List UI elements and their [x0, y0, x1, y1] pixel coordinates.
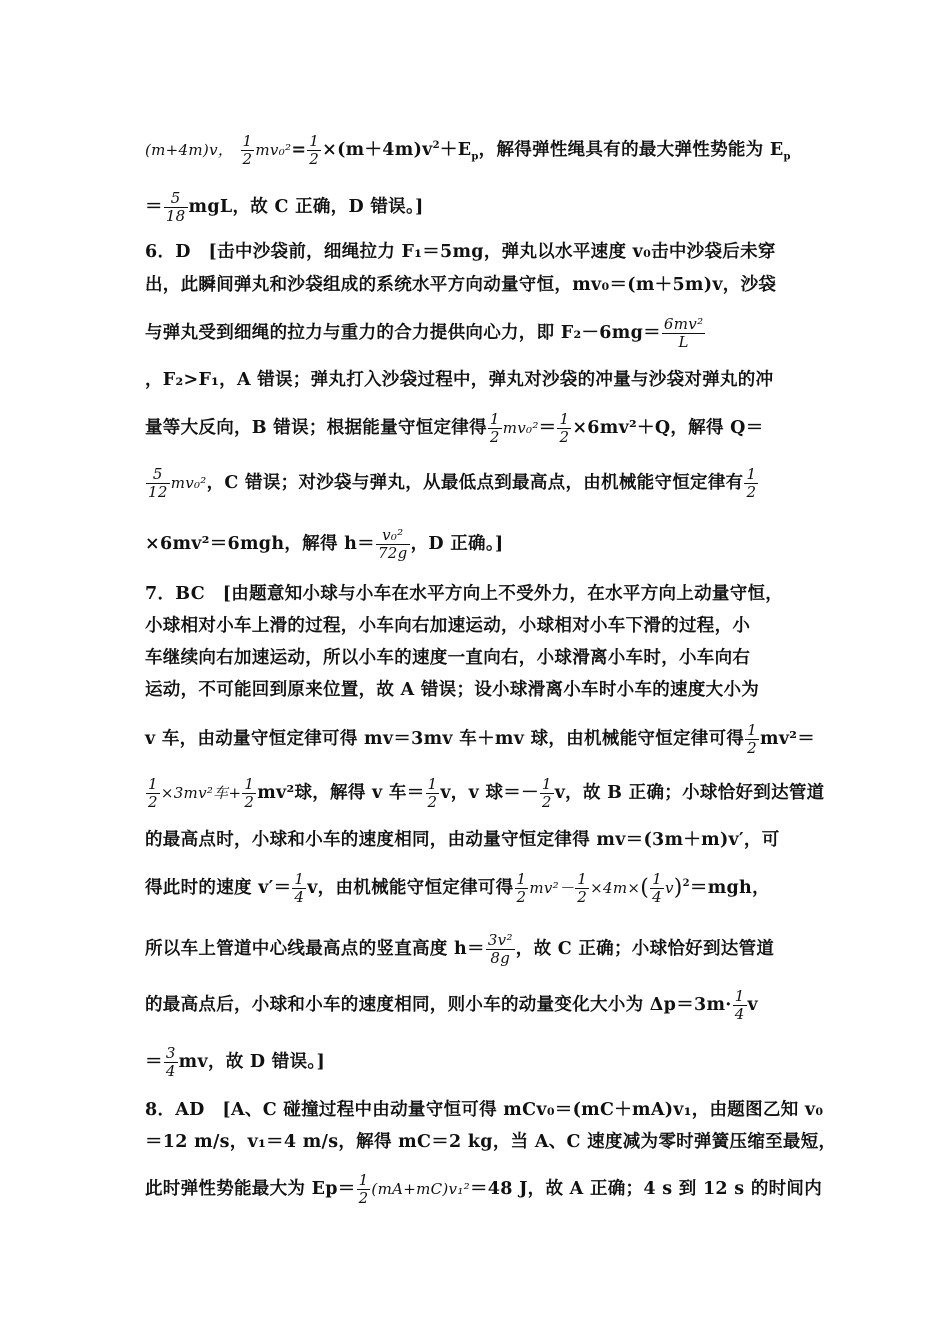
text-line: 8．AD [A、C 碰撞过程中由动量守恒可得 mCv₀＝(mC＋mA)v₁，由题图乙知 v₀: [145, 1100, 824, 1120]
fraction: $\frac{1}{4}$: [294, 870, 305, 906]
fraction: $\frac{1}{2}$: [746, 465, 757, 501]
text-line: ＝ $\frac{3}{4}$ mv，故 D 错误。]: [145, 1044, 326, 1080]
text-line: 的最高点后，小球和小车的速度相同，则小车的动量变化大小为 Δp＝3m· $\frac{1}{4}$ v: [145, 987, 759, 1023]
text-line: 此时弹性势能最大为 Ep＝ $\frac{1}{2}$ (mA+mC)v₁²＝48 J，故 A 正确；4 s 到 12 s 的时间内: [145, 1171, 823, 1207]
text-line: 所以车上管道中心线最高点的竖直高度 h＝ $\frac{\text{3v²}}{8g}$ ，故 C 正确；小球恰好到达管道: [145, 931, 775, 967]
fraction: $\frac{1}{2}$: [244, 775, 255, 811]
text-line: $\frac{1}{2}$ ×3mv²车+ $\frac{1}{2}$ mv²球，解得 v 车＝ $\frac{1}{2}$ v，v 球＝－ $\frac{1}{2}$ v，故 B 正确；小球恰好到达管道: [148, 775, 825, 811]
text-line: 运动，不可能回到原来位置，故 A 错误；设小球滑离小车时小车的速度大小为: [145, 680, 760, 700]
fraction: $\frac{5}{18}$: [165, 189, 186, 225]
fraction: $\frac{1}{4}$: [734, 987, 745, 1023]
fraction: $\frac{1}{2}$: [747, 721, 758, 757]
fraction: $\frac{1}{4}$: [652, 870, 662, 906]
text-line: $\frac{5}{12}$ mv₀²，C 错误；对沙袋与弹丸，从最低点到最高点，由机械能守恒定律有 $\frac{1}{2}$: [148, 465, 757, 501]
fraction: $\frac{5}{12}$: [148, 465, 168, 501]
fraction: $\frac{1}{2}$: [358, 1171, 369, 1207]
text-line: 得此时的速度 v′＝ $\frac{1}{4}$ v，由机械能守恒定律可得 $\frac{1}{2}$ mv²－ $\frac{1}{2}$ ×4m×( $\frac{1}{4}$ v)$^2$＝mgh，: [145, 870, 770, 906]
fraction: $\frac{1}{2}$: [309, 132, 320, 168]
text-line: 小球相对小车上滑的过程，小车向右加速运动，小球相对小车下滑的过程，小: [145, 616, 751, 636]
text-line: 量等大反向，B 错误；根据能量守恒定律得 $\frac{1}{2}$ mv₀²＝ $\frac{1}{2}$ ×6mv²＋Q，解得 Q＝: [145, 410, 764, 446]
text-line: 的最高点时，小球和小车的速度相同，由动量守恒定律得 mv＝(3m＋m)v′，可: [145, 830, 780, 850]
text-line: ＝12 m/s，v₁＝4 m/s，解得 mC＝2 kg，当 A、C 速度减为零时弹簧压缩至最短，: [145, 1132, 837, 1152]
fraction: $\frac{\text{6mv²}}{L}$: [663, 315, 704, 351]
text-line: ，F₂>F₁，A 错误；弹丸打入沙袋过程中，弹丸对沙袋的冲量与沙袋对弹丸的冲: [145, 370, 774, 390]
paren: (: [640, 875, 650, 901]
fraction: $\frac{\text{v₀²}}{72g}$: [377, 526, 408, 562]
text-line: 出，此瞬间弹丸和沙袋组成的系统水平方向动量守恒，mv₀＝(m＋5m)v，沙袋: [145, 275, 777, 295]
formula: mv₀²: [255, 141, 292, 159]
formula: (m+4m)v，: [145, 141, 234, 159]
fraction: $\frac{1}{2}$: [577, 870, 588, 906]
fraction: $\frac{1}{2}$: [559, 410, 570, 446]
text-line: 7．BC [由题意知小球与小车在水平方向上不受外力，在水平方向上动量守恒，: [145, 584, 784, 604]
fraction: $\frac{1}{2}$: [516, 870, 527, 906]
fraction: $\frac{1}{2}$: [242, 132, 253, 168]
fraction: $\frac{1}{2}$: [489, 410, 500, 446]
fraction: $\frac{1}{2}$: [541, 775, 552, 811]
fraction: $\frac{3}{4}$: [165, 1044, 176, 1080]
text-line: ×6mv²＝6mgh，解得 h＝ $\frac{\text{v₀²}}{72g}$ ，D 正确。]: [145, 526, 504, 562]
text-line: (m+4m)v， $\frac{1}{2}$ mv₀²= $\frac{1}{2}$ $\times(m+4m)v^2+E_p$，解得弹性绳具有的最大弹性势能为 $E_p$: [145, 132, 791, 168]
text-line: ＝ $\frac{5}{18}$ mgL，故 C 正确，D 错误。]: [145, 189, 424, 225]
text-line: 车继续向右加速运动，所以小车的速度一直向右，小球滑离小车时，小车向右: [145, 648, 751, 668]
fraction: $\frac{1}{2}$: [427, 775, 438, 811]
text-line: 与弹丸受到细绳的拉力与重力的合力提供向心力，即 F₂－6mg＝ $\frac{\text{6mv²}}{L}$: [145, 315, 704, 351]
formula: mv₀²: [502, 419, 539, 437]
formula: mv₀²: [170, 474, 207, 492]
fraction: $\frac{1}{2}$: [148, 775, 158, 811]
fraction: $\frac{\text{3v²}}{8g}$: [487, 931, 513, 967]
text-line: v 车，由动量守恒定律可得 mv＝3mv 车＋mv 球，由机械能守恒定律可得 $\frac{1}{2}$ mv²＝: [145, 721, 816, 757]
text-line: 6．D [击中沙袋前，细绳拉力 F₁＝5mg，弹丸以水平速度 v₀击中沙袋后未穿: [145, 242, 776, 262]
